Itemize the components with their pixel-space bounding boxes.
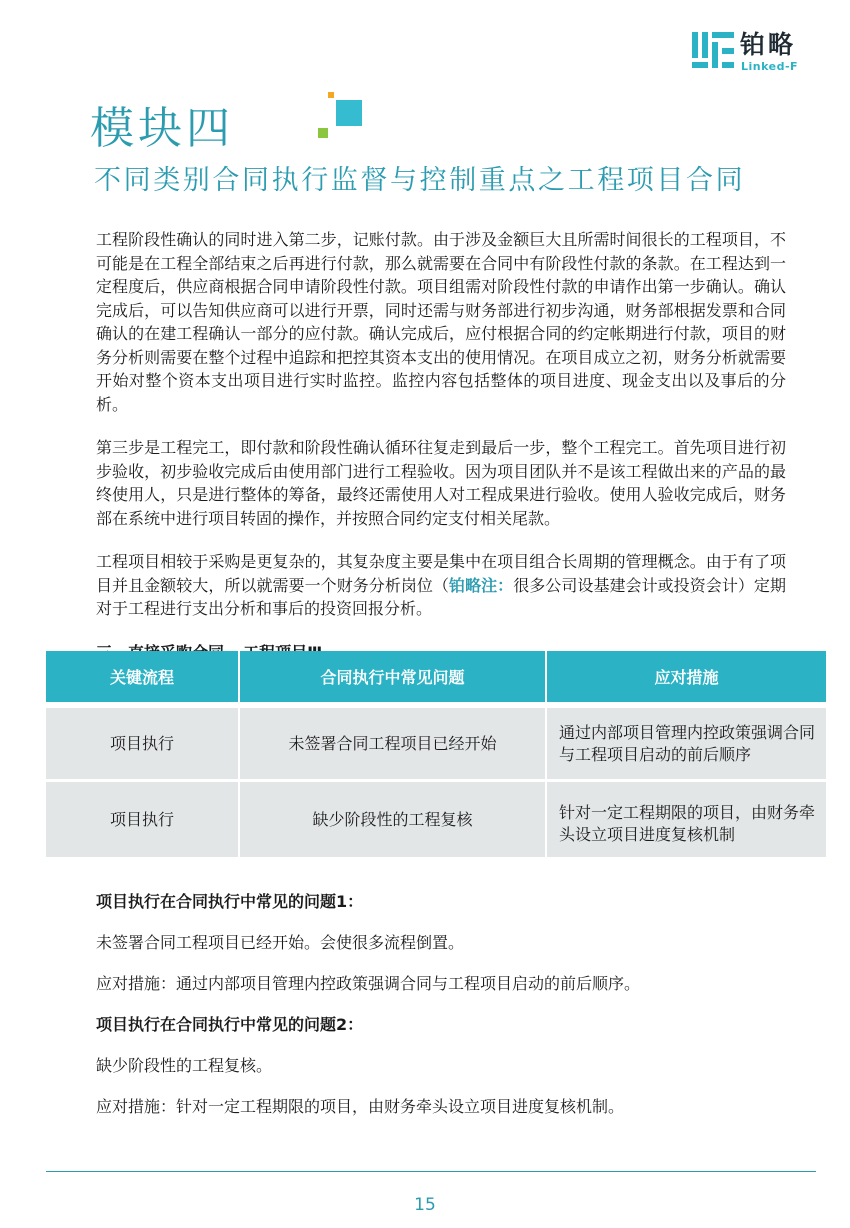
table-cell-issue: 缺少阶段性的工程复核: [240, 779, 547, 857]
table-cell-process: 项目执行: [46, 702, 240, 779]
logo-english-name: Linked-F: [741, 60, 799, 73]
module-title: 模块四: [90, 103, 234, 154]
issue-2-heading: 项目执行在合同执行中常见的问题2：: [96, 1015, 364, 1034]
table-cell-measure: 通过内部项目管理内控政策强调合同与工程项目启动的前后顺序: [547, 702, 826, 779]
issue-1-heading: 项目执行在合同执行中常见的问题1：: [96, 892, 364, 911]
module-subtitle: 不同类别合同执行监督与控制重点之工程项目合同: [94, 165, 746, 196]
table-header-row: [46, 651, 826, 702]
linked-note-highlight: 铂略注：: [449, 575, 514, 595]
table-cell-issue: 未签署合同工程项目已经开始: [240, 702, 547, 779]
table-header-measure: 应对措施: [547, 651, 826, 702]
paragraph-1: 工程阶段性确认的同时进入第二步，记账付款。由于涉及金额巨大且所需时间很长的工程项目，不可能是在工程全部结束之后再进行付款，那么就需要在合同中有阶段性付款的条款。在工程达到一定程度后，供应商根据合同申请阶段性付款。项目组需对阶段性付款的申请作出第一步确认。确认完成后，可以告知供应商可以进行开票，同时还需与财务部进行初步沟通，财务部根据发票和合同确认的在建工程确认一部分的应付款。确认完成后，应付根据合同的约定帐期进行付款，项目的财务分析则需要在整个过程中追踪和把控其资本支出的使用情况。在项目成立之初，财务分析就需要开始对整个资本支出项目进行实时监控。监控内容包括整体的项目进度、现金支出以及事后的分析。: [96, 230, 786, 414]
logo-chinese-name: 铂略: [740, 30, 797, 59]
issue-1-problem: 未签署合同工程项目已经开始。会使很多流程倒置。: [96, 933, 465, 952]
table-row: [46, 702, 826, 779]
issue-1-measure: 应对措施：通过内部项目管理内控政策强调合同与工程项目启动的前后顺序。: [96, 974, 641, 993]
brand-logo: [692, 30, 810, 76]
issue-details: [96, 890, 796, 1136]
table-cell-process: 项目执行: [46, 779, 240, 857]
table-header-issue: 合同执行中常见问题: [240, 651, 547, 702]
footer-divider: [46, 1171, 816, 1172]
decorative-squares-icon: [318, 92, 364, 142]
issue-2-measure: 应对措施：针对一定工程期限的项目，由财务牵头设立项目进度复核机制。: [96, 1097, 625, 1116]
paragraph-3-start: 工程项目相较于采购是更复杂的，其复杂度主要是集中在项目组合长周期的管理概念。由于有了项目并且金额较大，所以就需要一个财务分析岗位（: [96, 552, 786, 595]
table-header-process: 关键流程: [46, 651, 240, 702]
body-content: [96, 228, 786, 664]
table-cell-measure: 针对一定工程期限的项目，由财务牵头设立项目进度复核机制: [547, 779, 826, 857]
paragraph-3: [96, 550, 786, 621]
page-number: 15: [414, 1195, 436, 1215]
issues-table: [46, 651, 826, 857]
paragraph-3-end: 很多公司设基建会计或投资会计）定期对于工程进行支出分析和事后的投资回报分析。: [96, 575, 786, 618]
paragraph-2: 第三步是工程完工，即付款和阶段性确认循环往复走到最后一步，整个工程完工。首先项目进行初步验收，初步验收完成后由使用部门进行工程验收。因为项目团队并不是该工程做出来的产品的最终使用人，只是进行整体的筹备，最终还需使用人对工程成果进行验收。使用人验收完成后，财务部在系统中进行项目转固的操作，并按照合同约定支付相关尾款。: [96, 438, 786, 528]
logo-mark-icon: [692, 32, 736, 72]
issue-2-problem: 缺少阶段性的工程复核。: [96, 1056, 273, 1075]
table-row: [46, 779, 826, 857]
